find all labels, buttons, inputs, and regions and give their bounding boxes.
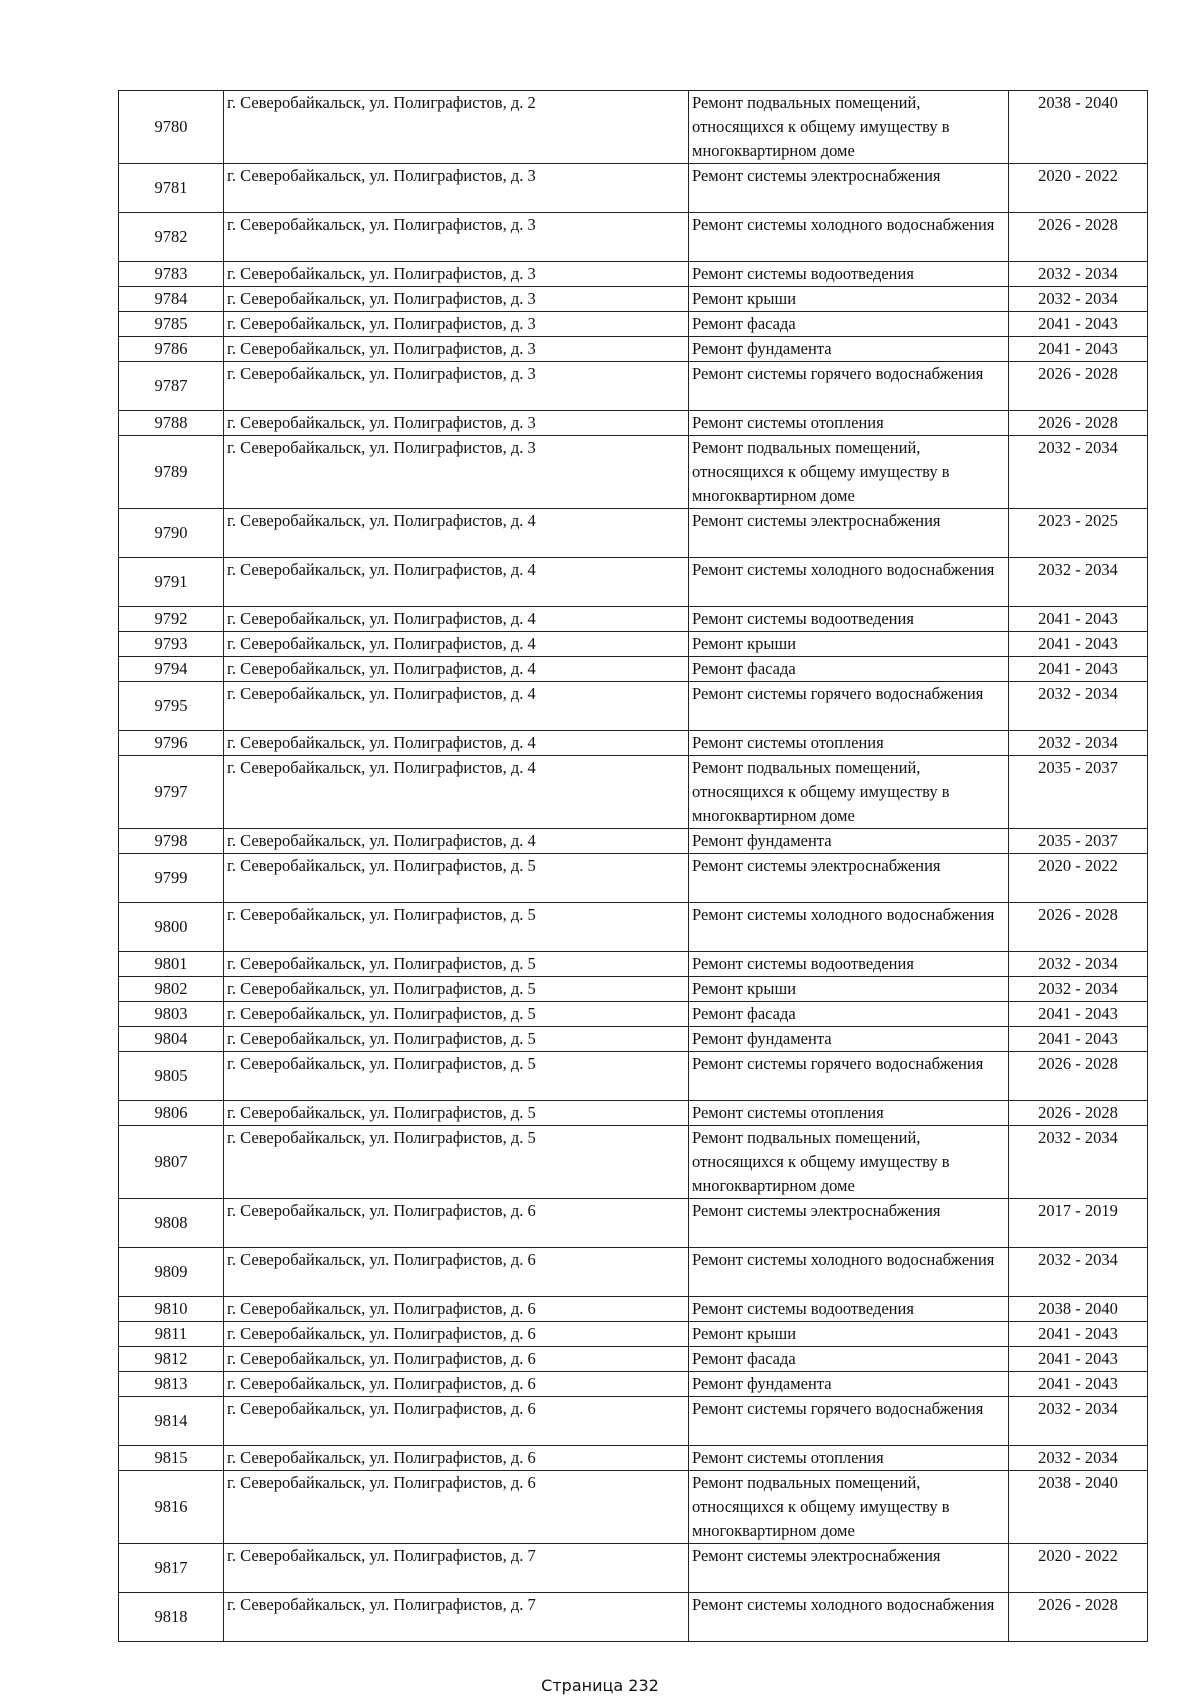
row-address: г. Северобайкальск, ул. Полиграфистов, д. 6 (224, 1397, 689, 1446)
row-work-type: Ремонт системы холодного водоснабжения (689, 558, 1009, 607)
row-work-type: Ремонт подвальных помещений, относящихся к общему имуществу в многоквартирном доме (689, 91, 1009, 164)
row-work-type: Ремонт фундамента (689, 829, 1009, 854)
row-address: г. Северобайкальск, ул. Полиграфистов, д. 7 (224, 1593, 689, 1642)
row-address: г. Северобайкальск, ул. Полиграфистов, д. 5 (224, 952, 689, 977)
row-years: 2032 - 2034 (1009, 731, 1148, 756)
row-address: г. Северобайкальск, ул. Полиграфистов, д. 3 (224, 411, 689, 436)
row-work-type: Ремонт системы холодного водоснабжения (689, 903, 1009, 952)
row-years: 2020 - 2022 (1009, 164, 1148, 213)
row-number: 9811 (119, 1322, 224, 1347)
table-row (119, 362, 1148, 411)
row-work-type: Ремонт системы водоотведения (689, 262, 1009, 287)
row-work-type: Ремонт системы холодного водоснабжения (689, 213, 1009, 262)
row-address: г. Северобайкальск, ул. Полиграфистов, д. 4 (224, 558, 689, 607)
row-work-type: Ремонт системы отопления (689, 1101, 1009, 1126)
row-years: 2041 - 2043 (1009, 1347, 1148, 1372)
row-years: 2041 - 2043 (1009, 632, 1148, 657)
row-work-type: Ремонт системы горячего водоснабжения (689, 1397, 1009, 1446)
row-number: 9796 (119, 731, 224, 756)
row-years: 2032 - 2034 (1009, 682, 1148, 731)
row-address: г. Северобайкальск, ул. Полиграфистов, д. 4 (224, 682, 689, 731)
table-row (119, 1052, 1148, 1101)
row-years: 2041 - 2043 (1009, 1322, 1148, 1347)
row-address: г. Северобайкальск, ул. Полиграфистов, д. 6 (224, 1297, 689, 1322)
row-years: 2020 - 2022 (1009, 854, 1148, 903)
row-number: 9809 (119, 1248, 224, 1297)
row-address: г. Северобайкальск, ул. Полиграфистов, д. 6 (224, 1199, 689, 1248)
table-row (119, 1471, 1148, 1544)
row-work-type: Ремонт системы электроснабжения (689, 1199, 1009, 1248)
row-years: 2041 - 2043 (1009, 1002, 1148, 1027)
row-address: г. Северобайкальск, ул. Полиграфистов, д. 3 (224, 213, 689, 262)
row-number: 9785 (119, 312, 224, 337)
row-work-type: Ремонт системы отопления (689, 411, 1009, 436)
row-work-type: Ремонт системы горячего водоснабжения (689, 362, 1009, 411)
row-work-type: Ремонт подвальных помещений, относящихся к общему имуществу в многоквартирном доме (689, 1471, 1009, 1544)
row-years: 2026 - 2028 (1009, 903, 1148, 952)
row-years: 2035 - 2037 (1009, 756, 1148, 829)
table-row (119, 632, 1148, 657)
row-number: 9780 (119, 91, 224, 164)
page-number: Страница 232 (541, 1676, 659, 1695)
table-row (119, 1199, 1148, 1248)
row-work-type: Ремонт системы водоотведения (689, 952, 1009, 977)
row-address: г. Северобайкальск, ул. Полиграфистов, д. 5 (224, 977, 689, 1002)
row-address: г. Северобайкальск, ул. Полиграфистов, д. 2 (224, 91, 689, 164)
row-work-type: Ремонт системы электроснабжения (689, 164, 1009, 213)
table-row (119, 262, 1148, 287)
row-number: 9800 (119, 903, 224, 952)
row-number: 9795 (119, 682, 224, 731)
row-number: 9782 (119, 213, 224, 262)
row-address: г. Северобайкальск, ул. Полиграфистов, д. 6 (224, 1322, 689, 1347)
row-address: г. Северобайкальск, ул. Полиграфистов, д. 4 (224, 607, 689, 632)
row-work-type: Ремонт системы электроснабжения (689, 1544, 1009, 1593)
row-address: г. Северобайкальск, ул. Полиграфистов, д. 3 (224, 312, 689, 337)
works-table-body (119, 91, 1148, 1642)
row-number: 9788 (119, 411, 224, 436)
table-row (119, 287, 1148, 312)
row-address: г. Северобайкальск, ул. Полиграфистов, д. 5 (224, 1126, 689, 1199)
row-work-type: Ремонт системы горячего водоснабжения (689, 682, 1009, 731)
row-years: 2032 - 2034 (1009, 1248, 1148, 1297)
row-number: 9792 (119, 607, 224, 632)
row-number: 9818 (119, 1593, 224, 1642)
row-number: 9799 (119, 854, 224, 903)
row-address: г. Северобайкальск, ул. Полиграфистов, д. 5 (224, 1052, 689, 1101)
row-years: 2041 - 2043 (1009, 607, 1148, 632)
row-years: 2041 - 2043 (1009, 1027, 1148, 1052)
row-years: 2041 - 2043 (1009, 657, 1148, 682)
row-work-type: Ремонт крыши (689, 287, 1009, 312)
row-work-type: Ремонт фасада (689, 1347, 1009, 1372)
row-years: 2026 - 2028 (1009, 411, 1148, 436)
row-address: г. Северобайкальск, ул. Полиграфистов, д. 6 (224, 1471, 689, 1544)
table-row (119, 558, 1148, 607)
row-number: 9802 (119, 977, 224, 1002)
row-address: г. Северобайкальск, ул. Полиграфистов, д. 5 (224, 854, 689, 903)
row-number: 9781 (119, 164, 224, 213)
row-years: 2032 - 2034 (1009, 952, 1148, 977)
row-number: 9812 (119, 1347, 224, 1372)
row-address: г. Северобайкальск, ул. Полиграфистов, д. 5 (224, 1101, 689, 1126)
table-row (119, 903, 1148, 952)
works-table (118, 90, 1148, 1642)
row-work-type: Ремонт фасада (689, 1002, 1009, 1027)
row-address: г. Северобайкальск, ул. Полиграфистов, д. 5 (224, 903, 689, 952)
row-number: 9784 (119, 287, 224, 312)
row-address: г. Северобайкальск, ул. Полиграфистов, д. 4 (224, 632, 689, 657)
row-years: 2041 - 2043 (1009, 1372, 1148, 1397)
row-work-type: Ремонт подвальных помещений, относящихся к общему имуществу в многоквартирном доме (689, 756, 1009, 829)
row-number: 9787 (119, 362, 224, 411)
row-years: 2038 - 2040 (1009, 91, 1148, 164)
row-address: г. Северобайкальск, ул. Полиграфистов, д. 4 (224, 657, 689, 682)
table-row (119, 977, 1148, 1002)
table-row (119, 607, 1148, 632)
row-number: 9793 (119, 632, 224, 657)
row-address: г. Северобайкальск, ул. Полиграфистов, д. 6 (224, 1446, 689, 1471)
table-row (119, 1297, 1148, 1322)
table-row (119, 854, 1148, 903)
row-address: г. Северобайкальск, ул. Полиграфистов, д. 3 (224, 337, 689, 362)
row-years: 2041 - 2043 (1009, 312, 1148, 337)
row-work-type: Ремонт системы холодного водоснабжения (689, 1593, 1009, 1642)
row-years: 2041 - 2043 (1009, 337, 1148, 362)
table-row (119, 436, 1148, 509)
row-work-type: Ремонт системы холодного водоснабжения (689, 1248, 1009, 1297)
table-row (119, 1593, 1148, 1642)
row-number: 9810 (119, 1297, 224, 1322)
row-years: 2038 - 2040 (1009, 1297, 1148, 1322)
row-address: г. Северобайкальск, ул. Полиграфистов, д. 5 (224, 1027, 689, 1052)
row-number: 9801 (119, 952, 224, 977)
row-address: г. Северобайкальск, ул. Полиграфистов, д. 7 (224, 1544, 689, 1593)
row-number: 9805 (119, 1052, 224, 1101)
row-years: 2017 - 2019 (1009, 1199, 1148, 1248)
row-years: 2026 - 2028 (1009, 1101, 1148, 1126)
row-address: г. Северобайкальск, ул. Полиграфистов, д. 6 (224, 1347, 689, 1372)
row-years: 2023 - 2025 (1009, 509, 1148, 558)
row-number: 9817 (119, 1544, 224, 1593)
row-years: 2032 - 2034 (1009, 1446, 1148, 1471)
row-address: г. Северобайкальск, ул. Полиграфистов, д. 3 (224, 436, 689, 509)
row-work-type: Ремонт системы водоотведения (689, 607, 1009, 632)
table-row (119, 1322, 1148, 1347)
table-row (119, 91, 1148, 164)
row-work-type: Ремонт системы водоотведения (689, 1297, 1009, 1322)
row-number: 9786 (119, 337, 224, 362)
table-row (119, 1544, 1148, 1593)
row-number: 9789 (119, 436, 224, 509)
row-years: 2026 - 2028 (1009, 1052, 1148, 1101)
table-row (119, 952, 1148, 977)
table-row (119, 1347, 1148, 1372)
row-number: 9814 (119, 1397, 224, 1446)
table-row (119, 509, 1148, 558)
row-work-type: Ремонт фундамента (689, 1372, 1009, 1397)
row-number: 9813 (119, 1372, 224, 1397)
row-work-type: Ремонт системы отопления (689, 731, 1009, 756)
row-years: 2032 - 2034 (1009, 977, 1148, 1002)
row-work-type: Ремонт системы горячего водоснабжения (689, 1052, 1009, 1101)
row-years: 2032 - 2034 (1009, 1126, 1148, 1199)
table-row (119, 1126, 1148, 1199)
row-address: г. Северобайкальск, ул. Полиграфистов, д. 3 (224, 362, 689, 411)
row-work-type: Ремонт фундамента (689, 1027, 1009, 1052)
row-years: 2026 - 2028 (1009, 362, 1148, 411)
row-number: 9804 (119, 1027, 224, 1052)
row-number: 9807 (119, 1126, 224, 1199)
table-row (119, 164, 1148, 213)
table-row (119, 213, 1148, 262)
row-number: 9806 (119, 1101, 224, 1126)
table-row (119, 829, 1148, 854)
row-number: 9816 (119, 1471, 224, 1544)
row-address: г. Северобайкальск, ул. Полиграфистов, д. 4 (224, 829, 689, 854)
row-work-type: Ремонт подвальных помещений, относящихся к общему имуществу в многоквартирном доме (689, 436, 1009, 509)
row-work-type: Ремонт фундамента (689, 337, 1009, 362)
row-work-type: Ремонт системы электроснабжения (689, 854, 1009, 903)
table-row (119, 1397, 1148, 1446)
row-address: г. Северобайкальск, ул. Полиграфистов, д. 6 (224, 1372, 689, 1397)
row-address: г. Северобайкальск, ул. Полиграфистов, д. 3 (224, 287, 689, 312)
row-years: 2032 - 2034 (1009, 1397, 1148, 1446)
table-row (119, 411, 1148, 436)
row-address: г. Северобайкальск, ул. Полиграфистов, д. 4 (224, 731, 689, 756)
table-row (119, 731, 1148, 756)
table-row (119, 682, 1148, 731)
row-number: 9815 (119, 1446, 224, 1471)
row-work-type: Ремонт системы отопления (689, 1446, 1009, 1471)
row-number: 9803 (119, 1002, 224, 1027)
table-row (119, 756, 1148, 829)
row-number: 9791 (119, 558, 224, 607)
table-row (119, 1027, 1148, 1052)
row-address: г. Северобайкальск, ул. Полиграфистов, д. 6 (224, 1248, 689, 1297)
row-number: 9808 (119, 1199, 224, 1248)
table-row (119, 1101, 1148, 1126)
row-address: г. Северобайкальск, ул. Полиграфистов, д. 4 (224, 756, 689, 829)
row-years: 2032 - 2034 (1009, 287, 1148, 312)
row-number: 9798 (119, 829, 224, 854)
row-address: г. Северобайкальск, ул. Полиграфистов, д. 5 (224, 1002, 689, 1027)
row-years: 2026 - 2028 (1009, 213, 1148, 262)
row-years: 2032 - 2034 (1009, 436, 1148, 509)
row-address: г. Северобайкальск, ул. Полиграфистов, д. 4 (224, 509, 689, 558)
row-years: 2032 - 2034 (1009, 262, 1148, 287)
row-years: 2032 - 2034 (1009, 558, 1148, 607)
table-row (119, 312, 1148, 337)
table-row (119, 1372, 1148, 1397)
row-number: 9797 (119, 756, 224, 829)
table-row (119, 657, 1148, 682)
row-work-type: Ремонт системы электроснабжения (689, 509, 1009, 558)
table-row (119, 1248, 1148, 1297)
row-number: 9790 (119, 509, 224, 558)
row-number: 9794 (119, 657, 224, 682)
table-row (119, 1446, 1148, 1471)
row-years: 2020 - 2022 (1009, 1544, 1148, 1593)
row-years: 2038 - 2040 (1009, 1471, 1148, 1544)
row-work-type: Ремонт подвальных помещений, относящихся к общему имуществу в многоквартирном доме (689, 1126, 1009, 1199)
row-work-type: Ремонт крыши (689, 977, 1009, 1002)
row-years: 2035 - 2037 (1009, 829, 1148, 854)
row-work-type: Ремонт крыши (689, 632, 1009, 657)
table-row (119, 1002, 1148, 1027)
row-number: 9783 (119, 262, 224, 287)
table-row (119, 337, 1148, 362)
row-address: г. Северобайкальск, ул. Полиграфистов, д. 3 (224, 262, 689, 287)
row-work-type: Ремонт крыши (689, 1322, 1009, 1347)
row-address: г. Северобайкальск, ул. Полиграфистов, д. 3 (224, 164, 689, 213)
row-work-type: Ремонт фасада (689, 312, 1009, 337)
row-work-type: Ремонт фасада (689, 657, 1009, 682)
row-years: 2026 - 2028 (1009, 1593, 1148, 1642)
